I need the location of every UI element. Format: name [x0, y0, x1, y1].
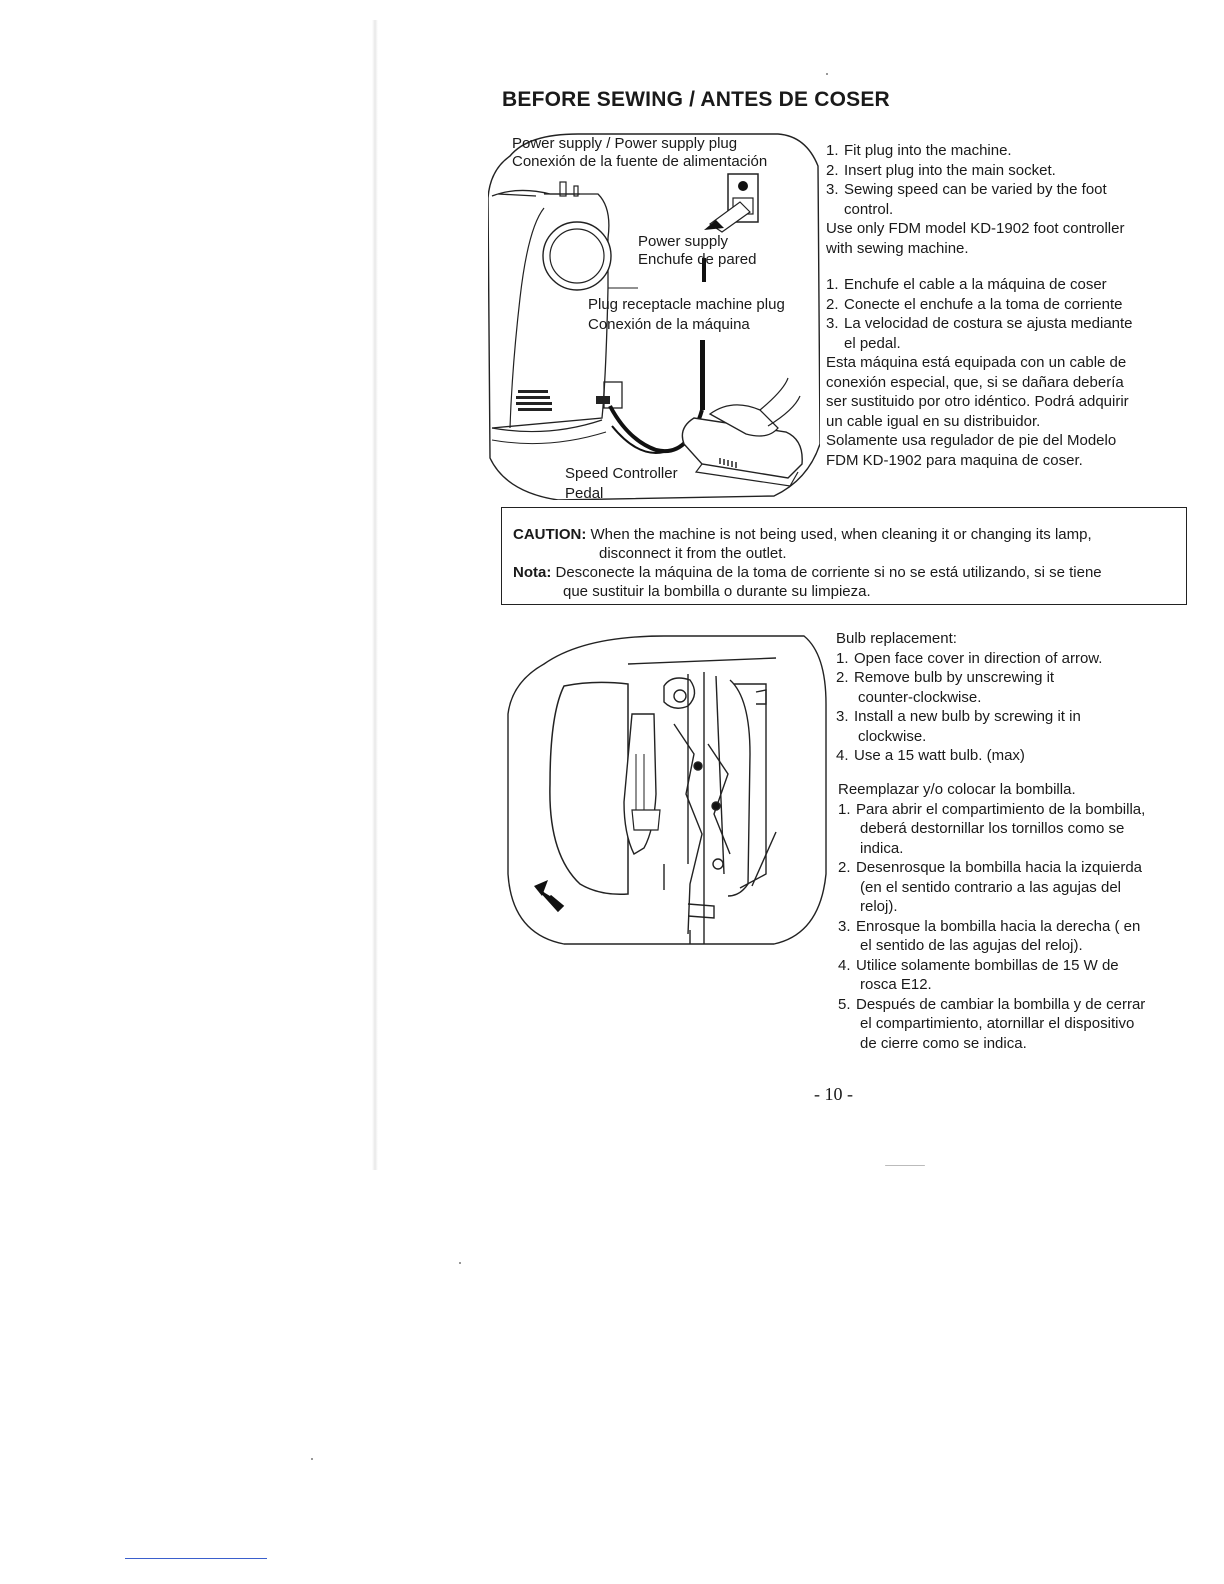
- label-receptacle-es: Conexión de la máquina: [588, 316, 750, 333]
- label-speed-controller: Speed Controller: [565, 465, 678, 482]
- list-item: 1. Para abrir el compartimiento de la bombilla, deberá destornillar los tornillos como se indica.: [838, 800, 1146, 857]
- list-item: 2. Remove bulb by unscrewing it counter-clockwise.: [836, 669, 1055, 706]
- list-item: 1. Fit plug into the machine.: [826, 142, 1012, 159]
- bulb-instructions-es: [838, 780, 1188, 1053]
- footnote-rule: [125, 1558, 267, 1559]
- nota-text: Desconecte la máquina de la toma de corriente si no se está utilizando, si se tiene: [555, 564, 1102, 581]
- nota-text-cont: que sustituir la bombilla o durante su limpieza.: [563, 583, 871, 600]
- scan-speck: [311, 1458, 313, 1460]
- instructions-en: [826, 141, 1186, 258]
- note-line: Use only FDM model KD-1902 foot controller: [826, 220, 1125, 237]
- label-pedal: Pedal: [565, 485, 604, 502]
- label-receptacle: Plug receptacle machine plug: [588, 296, 785, 313]
- list-item: 3. La velocidad de costura se ajusta mediante el pedal.: [826, 315, 1133, 352]
- caution-text: When the machine is not being used, when cleaning it or changing its lamp,: [590, 526, 1092, 543]
- note-line: with sewing machine.: [826, 239, 969, 257]
- label-power-supply: Power supply: [638, 233, 729, 250]
- vent-grille: [516, 390, 552, 411]
- label-power-plug-es: Conexión de la fuente de alimentación: [512, 153, 768, 170]
- caution-box: [501, 507, 1187, 605]
- bulb-heading: Bulb replacement:: [836, 630, 957, 647]
- list-item: 1. Enchufe el cable a la máquina de coser: [826, 276, 1107, 293]
- caution-text-cont: disconnect it from the outlet.: [599, 545, 787, 562]
- list-item: 1. Open face cover in direction of arrow.: [836, 649, 1103, 667]
- bulb-replacement-illustration: [504, 634, 828, 946]
- scan-speck: [826, 73, 828, 75]
- list-item: 4. Use a 15 watt bulb. (max): [836, 747, 1025, 764]
- bulb: [624, 714, 660, 854]
- note-line: conexión especial, que, si se dañara debería: [826, 373, 1124, 391]
- nota-es: [513, 563, 1174, 582]
- bulb-heading-es: Reemplazar y/o colocar la bombilla.: [838, 781, 1076, 798]
- list-item: 2. Conecte el enchufe a la toma de corriente: [826, 295, 1123, 313]
- page-title: BEFORE SEWING / ANTES DE COSER: [502, 88, 890, 111]
- power-supply-diagram: [488, 128, 820, 500]
- note-line: FDM KD-1902 para maquina de coser.: [826, 451, 1083, 469]
- list-item: 3. Enrosque la bombilla hacia la derecha ( en el sentido de las agujas del reloj).: [838, 917, 1141, 954]
- list-item: 3. Install a new bulb by screwing it in clockwise.: [836, 708, 1081, 745]
- scan-shadow: [372, 20, 378, 1170]
- note-line: ser sustituido por otro idéntico. Podrá adquirir: [826, 393, 1129, 410]
- scan-speck: [459, 1262, 461, 1264]
- caution-label: CAUTION:: [513, 526, 587, 543]
- nota-label: Nota:: [513, 564, 552, 581]
- caution-en: [513, 525, 1174, 544]
- power-supply-illustration: [488, 128, 820, 500]
- list-item: 4. Utilice solamente bombillas de 15 W de rosca E12.: [838, 956, 1119, 993]
- note-line: Esta máquina está equipada con un cable de: [826, 354, 1127, 371]
- label-power-plug: Power supply / Power supply plug: [512, 135, 738, 152]
- instructions-es: [826, 275, 1186, 470]
- list-item: 5. Después de cambiar la bombilla y de cerrar el compartimiento, atornillar el dispositivo de cierre como se indica.: [838, 995, 1146, 1052]
- bulb-instructions-en: [836, 629, 1186, 766]
- list-item: 3. Sewing speed can be varied by the foot control.: [826, 181, 1107, 218]
- label-power-supply-es: Enchufe de pared: [638, 251, 757, 268]
- power-plug-icon: [704, 202, 750, 232]
- scan-speck: [885, 1165, 925, 1166]
- list-item: 2. Insert plug into the main socket.: [826, 161, 1056, 179]
- bulb-replacement-diagram: [504, 634, 828, 946]
- page-number: - 10 -: [814, 1084, 853, 1104]
- note-line: un cable igual en su distribuidor.: [826, 412, 1041, 430]
- list-item: 2. Desenrosque la bombilla hacia la izquierda (en el sentido contrario a las agujas del reloj).: [838, 859, 1143, 915]
- note-line: Solamente usa regulador de pie del Modelo: [826, 432, 1117, 449]
- arrow-icon: [534, 880, 562, 910]
